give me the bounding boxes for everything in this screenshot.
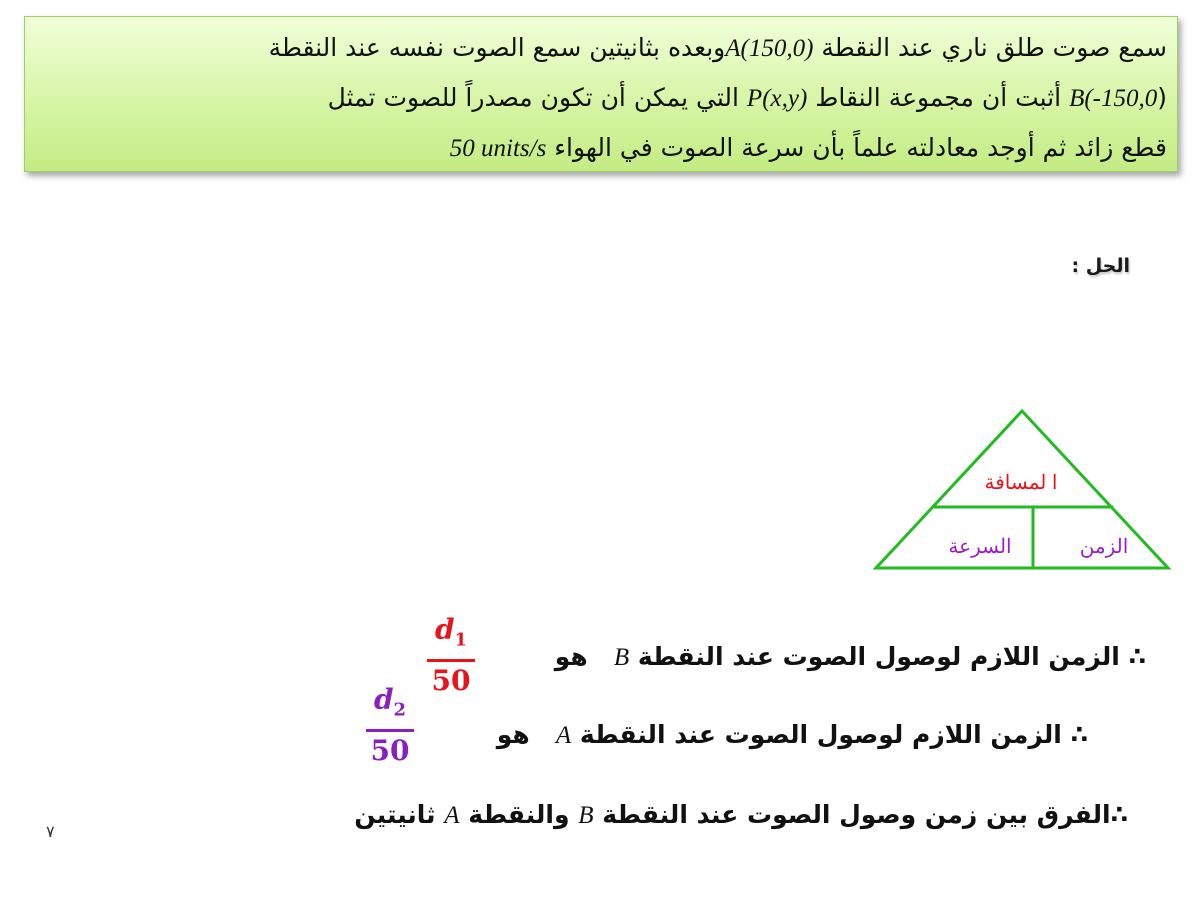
triangle-speed-label: السرعة (948, 536, 1012, 558)
problem-line-2-text-a: أثبت أن مجموعة النقاط (815, 83, 1062, 112)
step-2-text: الزمن اللازم لوصول الصوت عند النقطة (579, 720, 1062, 749)
step-2-is: هو (496, 720, 530, 749)
step-3-therefore-sign: ∴ (1110, 800, 1128, 829)
fraction-d2-over-50 (362, 684, 418, 768)
page-number: ٧ (46, 822, 55, 841)
step-3-text-b: ثانيتين (354, 800, 436, 829)
problem-line-1-text-b: وبعده بثانيتين سمع الصوت نفسه عند النقطة (268, 33, 726, 62)
problem-line-1-text-a: سمع صوت طلق ناري عند النقطة (821, 33, 1167, 62)
problem-statement-box (24, 16, 1178, 172)
step-3-text-a: الفرق بين زمن وصول الصوت عند النقطة (602, 800, 1111, 829)
step-3-point-b: B (578, 802, 594, 829)
problem-line-1 (41, 23, 1167, 73)
step-1 (555, 642, 1146, 672)
problem-line-2 (41, 73, 1167, 123)
step-2 (497, 720, 1088, 750)
step-1-is: هو (554, 642, 588, 671)
problem-line-2-text-b: التي يمكن أن تكون مصدراً للصوت تمثل (327, 83, 739, 112)
problem-line-3 (41, 123, 1167, 173)
step-2-therefore-sign: ∴ (1070, 720, 1088, 749)
fraction-d1-bar (427, 659, 475, 662)
step-3 (354, 800, 1128, 830)
step-2-point: A (555, 722, 572, 749)
fraction-d2-bar (366, 729, 414, 732)
fraction-d2-subscript: 2 (393, 699, 407, 721)
step-3-point-a: A (444, 802, 460, 829)
step-1-text: الزمن اللازم لوصول الصوت عند النقطة (637, 642, 1120, 671)
point-a-label: A(150,0) (725, 35, 814, 62)
triangle-distance-label: ا لمسافة (984, 472, 1058, 494)
problem-line-2-paren: ( (1157, 83, 1167, 112)
sound-speed-value: 50 units/s (449, 135, 547, 162)
fraction-d2-numerator: d (373, 683, 394, 716)
solution-heading: الحل : (1071, 255, 1130, 277)
point-b-label: B(-150,0 (1069, 85, 1158, 112)
problem-line-3-text: قطع زائد ثم أوجد معادلته علماً بأن سرعة الصوت في الهواء (554, 133, 1167, 162)
distance-speed-time-triangle (870, 405, 1175, 575)
point-p-label: P(x,y) (746, 85, 808, 112)
fraction-d1-denominator: 50 (431, 663, 471, 697)
triangle-time-label: الزمن (1079, 536, 1129, 558)
fraction-d1-numerator: d (434, 613, 455, 646)
step-1-therefore-sign: ∴ (1128, 642, 1146, 671)
fraction-d1-over-50 (423, 614, 479, 698)
step-3-and: والنقطة (468, 800, 570, 829)
step-1-point: B (613, 644, 630, 671)
fraction-d1-subscript: 1 (454, 629, 468, 651)
fraction-d2-denominator: 50 (370, 733, 410, 767)
